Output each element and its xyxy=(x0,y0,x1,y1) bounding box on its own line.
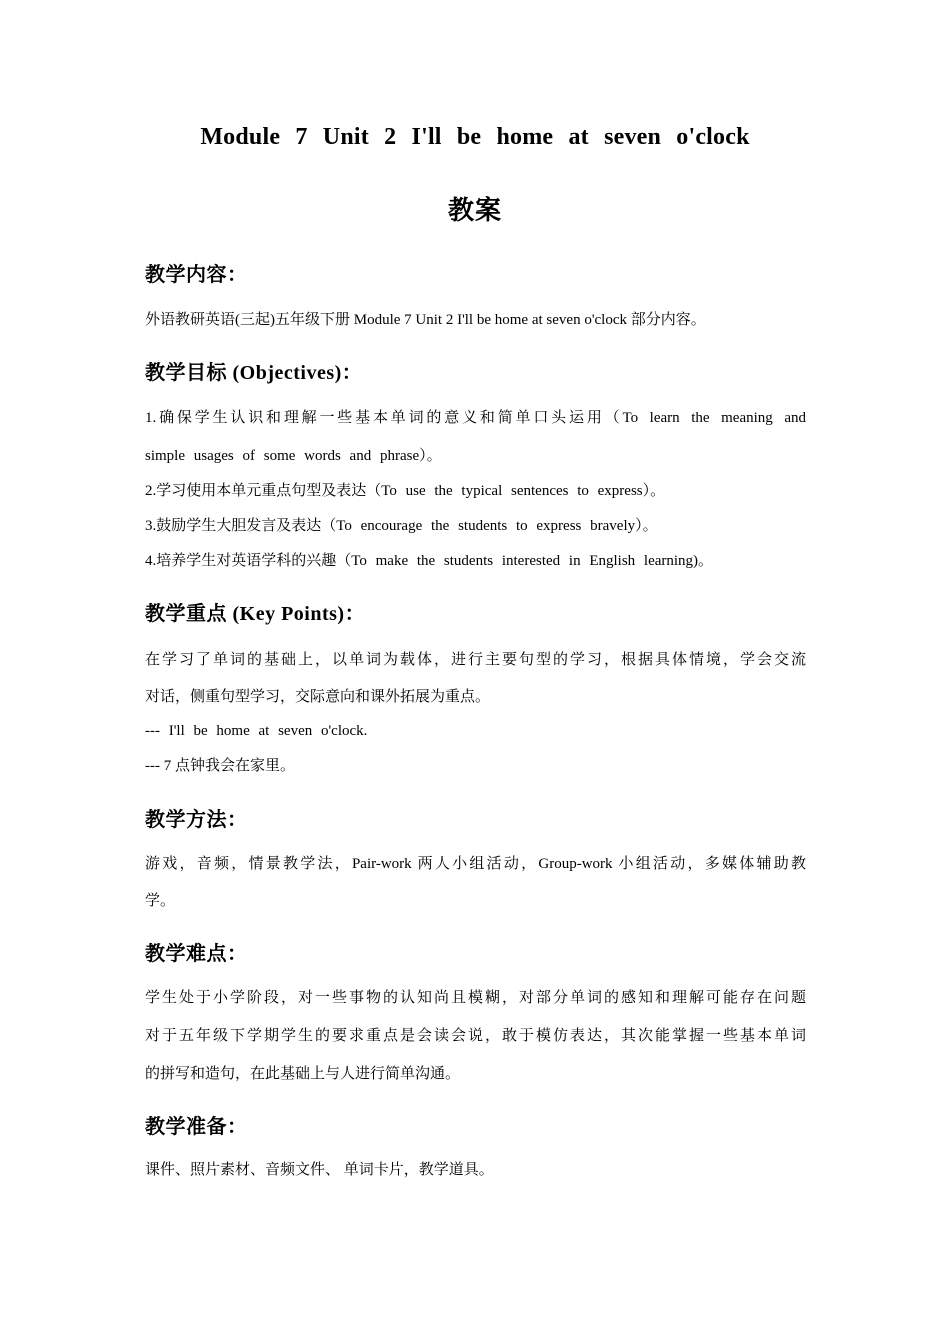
section-heading-key-points: 教学重点 (Key Points)： xyxy=(145,603,366,625)
document-title-english: Module 7 Unit 2 I'll be home at seven o'clock xyxy=(200,124,750,150)
difficulties-line-3: 的拼写和造句，在此基础上与人进行简单沟通。 xyxy=(145,1066,461,1082)
objectives-line-1: 1.确保学生认识和理解一些基本单词的意义和简单口头运用（To learn the meaning and xyxy=(145,410,806,426)
section-heading-content: 教学内容： xyxy=(145,264,248,286)
preparation-line-1: 课件、照片素材、音频文件、 单词卡片，教学道具。 xyxy=(145,1162,494,1178)
key-points-line-1: 在学习了单词的基础上，以单词为载体，进行主要句型的学习，根据具体情境，学会交流 xyxy=(145,652,806,668)
section-heading-methods: 教学方法： xyxy=(145,809,248,831)
objectives-line-5: 4.培养学生对英语学科的兴趣（To make the students interested in English learning)。 xyxy=(145,553,714,569)
key-points-line-2: 对话，侧重句型学习，交际意向和课外拓展为重点。 xyxy=(145,689,491,705)
section-heading-difficulties: 教学难点： xyxy=(145,943,248,965)
section-heading-objectives: 教学目标 (Objectives)： xyxy=(145,362,363,384)
difficulties-line-1: 学生处于小学阶段，对一些事物的认知尚且模糊，对部分单词的感知和理解可能存在问题 xyxy=(145,990,806,1006)
key-points-example-cn: --- 7 点钟我会在家里。 xyxy=(145,758,295,774)
difficulties-line-2: 对于五年级下学期学生的要求重点是会读会说，敢于模仿表达，其次能掌握一些基本单词 xyxy=(145,1028,806,1044)
content-line-1: 外语教研英语(三起)五年级下册 Module 7 Unit 2 I'll be home at seven o'clock 部分内容。 xyxy=(145,312,706,328)
objectives-line-4: 3.鼓励学生大胆发言及表达（To encourage the students to express bravely）。 xyxy=(145,518,658,534)
key-points-example-en: --- I'll be home at seven o'clock. xyxy=(145,723,368,739)
document-title-chinese: 教案 xyxy=(447,196,502,225)
section-heading-preparation: 教学准备： xyxy=(145,1116,248,1138)
objectives-line-3: 2.学习使用本单元重点句型及表达（To use the typical sentences to express）。 xyxy=(145,483,666,499)
objectives-line-2: simple usages of some words and phrase）。 xyxy=(145,448,442,464)
methods-line-1: 游戏，音频，情景教学法，Pair-work 两人小组活动，Group-work 小组活动，多媒体辅助教 xyxy=(145,856,806,872)
methods-line-2: 学。 xyxy=(145,893,176,909)
